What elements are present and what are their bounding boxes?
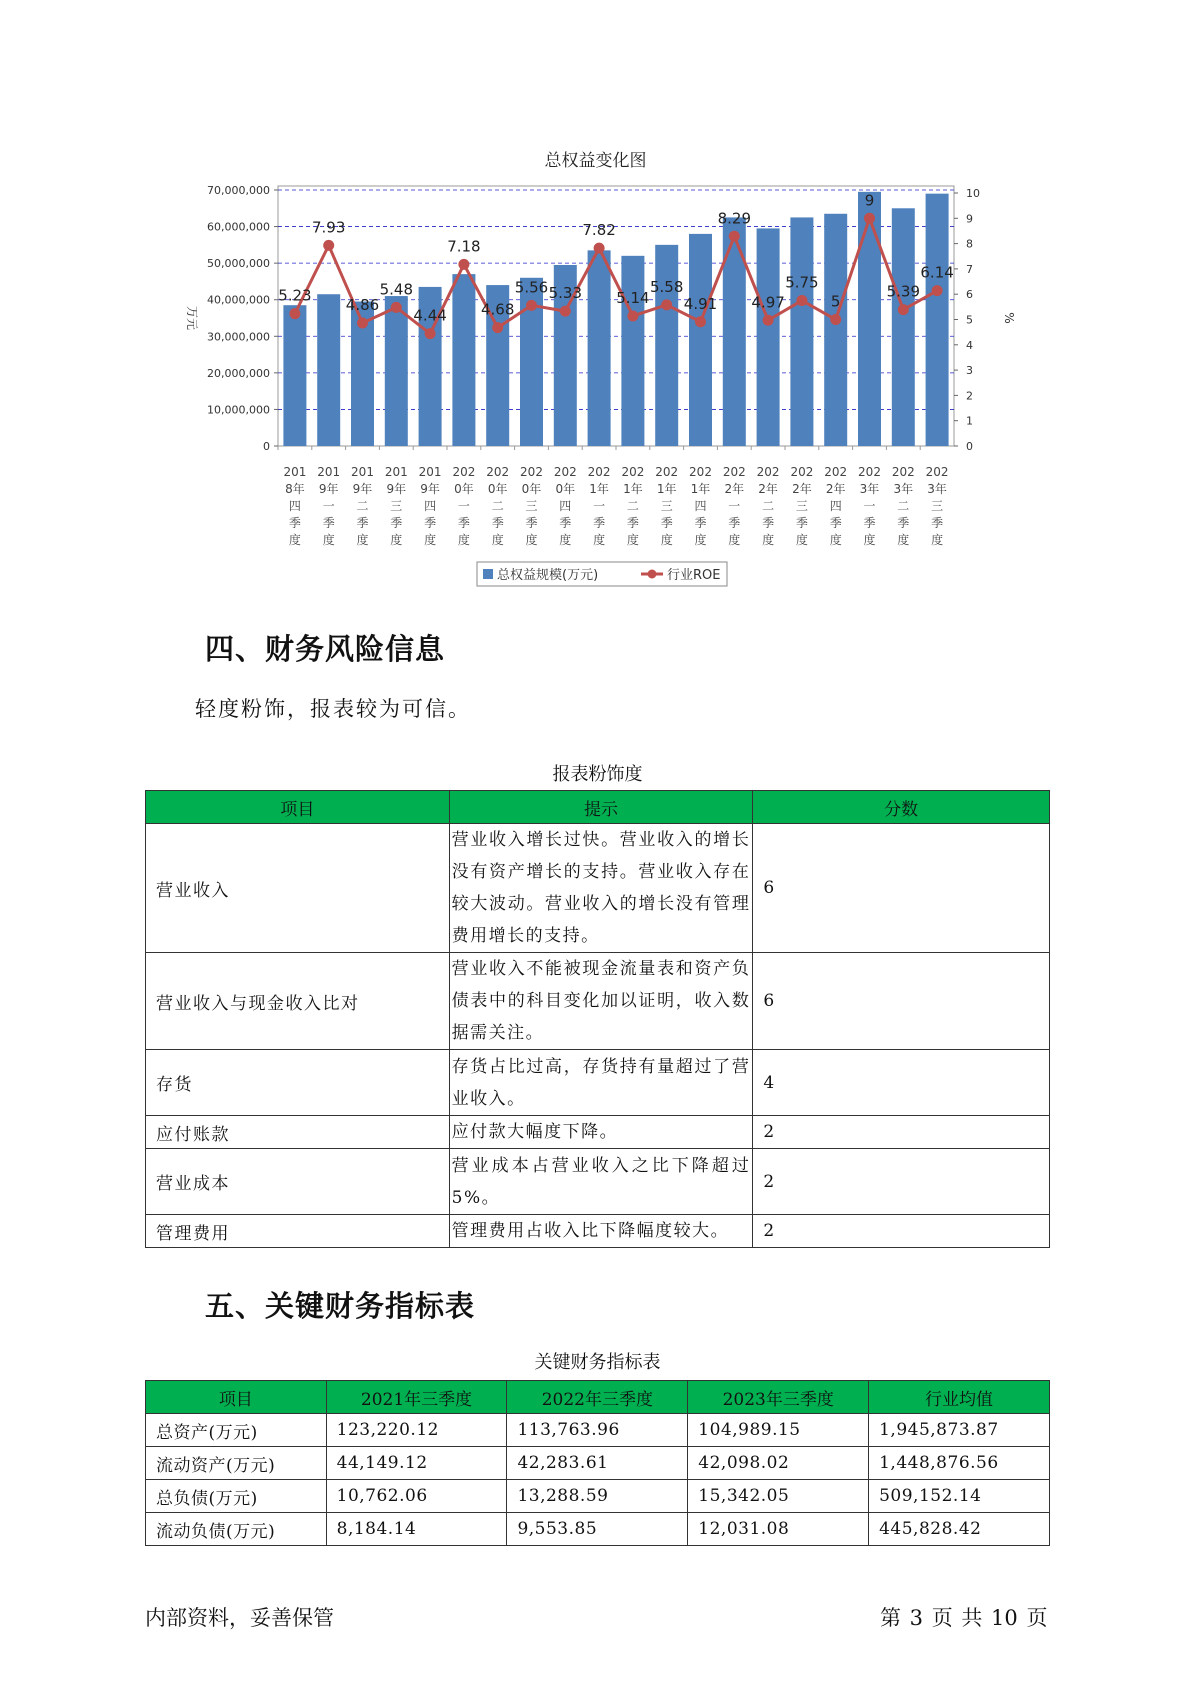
row-score: 6 [753,824,1050,953]
roe-data-label: 5 [830,292,841,311]
y-tick-label: 60,000,000 [207,220,270,234]
x-tick-label: 202 2年四季度 [824,465,848,547]
roe-point [627,310,638,321]
column-header: 行业均值 [869,1381,1050,1414]
y-tick-label: 20,000,000 [207,366,270,380]
roe-data-label: 5.48 [379,280,414,299]
x-tick-label: 202 0年三季度 [520,465,543,547]
column-header: 2022年三季度 [507,1381,688,1414]
x-tick-label: 201 9年二季度 [351,465,374,547]
x-tick-label: 202 0年二季度 [486,465,510,547]
bar [317,294,340,446]
roe-point [729,231,740,242]
column-header: 项目 [146,791,450,824]
x-tick-label: 202 3年二季度 [891,465,915,547]
roe-data-label: 5.56 [514,278,549,297]
legend-swatch-bar [483,569,493,579]
roe-point [526,300,537,311]
row-item: 总负债(万元) [146,1480,327,1513]
roe-data-label: 7.18 [447,237,481,256]
y-tick-label: 50,000,000 [207,257,270,271]
roe-data-label: 9 [864,191,875,210]
x-tick-label: 202 2年三季度 [790,465,814,547]
table-row [146,1050,1050,1116]
y2-tick-label: 5 [966,313,973,327]
x-tick-label: 201 8年四季度 [283,465,307,547]
y2-tick-label: 7 [966,262,973,276]
table-row [146,953,1050,1050]
y2-tick-label: 6 [966,288,973,302]
x-tick-label: 202 2年二季度 [756,465,780,547]
x-tick-label: 202 3年一季度 [858,465,881,547]
roe-point [391,302,402,313]
row-item: 流动负债(万元) [146,1513,327,1546]
row-item: 存货 [146,1050,450,1116]
row-item: 营业收入 [146,824,450,953]
column-header: 2023年三季度 [688,1381,869,1414]
bar [926,194,949,446]
industry-average: 1,945,873.87 [869,1414,1050,1447]
row-score: 2 [753,1116,1050,1149]
roe-point [763,315,774,326]
x-tick-label: 202 0年四季度 [553,465,577,547]
x-tick-label: 202 1年三季度 [655,465,679,547]
roe-point [661,299,672,310]
value-2021: 44,149.12 [326,1447,507,1480]
bar [689,234,712,446]
row-hint: 营业收入增长过快。营业收入的增长没有资产增长的支持。营业收入存在较大波动。营业收入的增长没有管理费用增长的支持。 [449,824,753,953]
row-hint: 存货占比过高，存货持有量超过了营业收入。 [449,1050,753,1116]
roe-data-label: 4.68 [480,300,515,319]
table-row [146,824,1050,953]
table-row [146,1116,1050,1149]
value-2023: 12,031.08 [688,1513,869,1546]
bar [452,274,475,446]
industry-average: 1,448,876.56 [869,1447,1050,1480]
roe-data-label: 8.29 [717,209,752,228]
roe-point [425,328,436,339]
bar [385,296,408,446]
row-item: 营业收入与现金收入比对 [146,953,450,1050]
value-2021: 123,220.12 [326,1414,507,1447]
roe-point [458,259,469,270]
y-tick-label: 70,000,000 [207,184,270,197]
value-2022: 13,288.59 [507,1480,688,1513]
roe-point [695,316,706,327]
roe-data-label: 5.14 [616,288,650,307]
y2-tick-label: 8 [966,237,973,251]
column-header: 分数 [753,791,1050,824]
roe-point [357,318,368,329]
roe-data-label: 6.14 [920,263,954,282]
x-tick-label: 202 2年一季度 [722,465,746,547]
y2-tick-label: 10 [966,187,980,200]
row-item: 总资产(万元) [146,1414,327,1447]
roe-data-label: 5.39 [886,282,921,301]
row-item: 营业成本 [146,1149,450,1215]
legend-label-line: 行业ROE [667,568,721,583]
bar [790,217,813,446]
row-score: 6 [753,953,1050,1050]
bar [283,305,306,446]
table-row [146,1513,1050,1546]
roe-data-label: 4.97 [751,293,785,312]
key-indicator-table-title: 关键财务指标表 [534,1352,661,1373]
y2-tick-label: 3 [966,364,973,378]
table-row [146,1149,1050,1215]
window-dressing-table [145,790,1050,1248]
column-header: 项目 [146,1381,327,1414]
table-row [146,1215,1050,1248]
row-score: 2 [753,1215,1050,1248]
y-tick-label: 40,000,000 [207,293,270,307]
key-indicator-table [145,1380,1050,1546]
value-2021: 8,184.14 [326,1513,507,1546]
x-tick-label: 201 9年一季度 [317,465,341,547]
y-tick-label: 10,000,000 [207,403,270,417]
y-tick-label: 30,000,000 [207,330,270,344]
roe-data-label: 4.44 [413,306,447,325]
bar [655,245,678,446]
y2-tick-label: 1 [966,414,973,428]
row-score: 2 [753,1149,1050,1215]
value-2023: 42,098.02 [688,1447,869,1480]
row-item: 管理费用 [146,1215,450,1248]
table-header-row [146,1381,1050,1414]
equity-chart [0,170,1191,600]
x-tick-label: 202 0年一季度 [452,465,476,547]
value-2023: 104,989.15 [688,1414,869,1447]
x-tick-label: 201 9年四季度 [418,465,442,547]
bar [858,192,881,446]
roe-point [898,304,909,315]
industry-average: 445,828.42 [869,1513,1050,1546]
chart-title: 总权益变化图 [544,151,647,171]
roe-data-label: 5.33 [548,284,583,303]
bar [723,217,746,446]
row-hint: 营业成本占营业收入之比下降超过5%。 [449,1149,753,1215]
section4-heading: 四、财务风险信息 [205,632,446,666]
x-tick-label: 202 1年一季度 [587,465,611,547]
footer-page-number: 第 3 页 共 10 页 [880,1606,1048,1630]
y2-axis-title: % [1002,312,1016,324]
row-hint: 营业收入不能被现金流量表和资产负债表中的科目变化加以证明，收入数据需关注。 [449,953,753,1050]
roe-data-label: 5.23 [278,286,312,305]
roe-data-label: 5.75 [785,273,819,292]
legend-swatch-point [648,570,657,579]
column-header: 2021年三季度 [326,1381,507,1414]
bar [588,250,611,446]
roe-point [830,314,841,325]
section5-heading: 五、关键财务指标表 [205,1289,476,1323]
roe-data-label: 7.93 [311,218,346,237]
roe-data-label: 4.86 [345,296,380,315]
roe-point [560,306,571,317]
bar [757,228,780,446]
x-tick-label: 202 3年三季度 [925,465,949,547]
table-row [146,1480,1050,1513]
roe-point [864,213,875,224]
roe-point [492,322,503,333]
row-hint: 应付款大幅度下降。 [449,1116,753,1149]
roe-data-label: 5.58 [649,277,684,296]
bar [892,208,915,446]
roe-point [594,243,605,254]
value-2022: 9,553.85 [507,1513,688,1546]
value-2022: 113,763.96 [507,1414,688,1447]
roe-point [289,308,300,319]
y2-tick-label: 2 [966,389,973,403]
table-row [146,1447,1050,1480]
y2-tick-label: 4 [966,338,973,352]
row-hint: 管理费用占收入比下降幅度较大。 [449,1215,753,1248]
industry-average: 509,152.14 [869,1480,1050,1513]
bar [824,214,847,446]
column-header: 提示 [449,791,753,824]
legend-label-bar: 总权益规模(万元) [497,568,599,583]
value-2022: 42,283.61 [507,1447,688,1480]
y2-tick-label: 9 [966,212,973,226]
y-tick-label: 0 [263,440,270,453]
table-header-row [146,791,1050,824]
y-axis-title: 万元 [185,305,199,331]
value-2021: 10,762.06 [326,1480,507,1513]
section4-summary: 轻度粉饰，报表较为可信。 [195,697,471,721]
roe-point [932,285,943,296]
y2-tick-label: 0 [966,440,973,453]
row-item: 应付账款 [146,1116,450,1149]
table-row [146,1414,1050,1447]
row-score: 4 [753,1050,1050,1116]
roe-point [323,240,334,251]
x-tick-label: 202 1年四季度 [689,465,712,547]
bar [621,256,644,446]
footer-confidential-note: 内部资料，妥善保管 [145,1606,334,1630]
x-tick-label: 201 9年三季度 [384,465,408,547]
x-tick-label: 202 1年二季度 [621,465,645,547]
roe-point [796,295,807,306]
roe-data-label: 7.82 [582,221,616,240]
window-dressing-table-title: 报表粉饰度 [552,764,643,785]
roe-data-label: 4.91 [683,294,718,313]
row-item: 流动资产(万元) [146,1447,327,1480]
value-2023: 15,342.05 [688,1480,869,1513]
